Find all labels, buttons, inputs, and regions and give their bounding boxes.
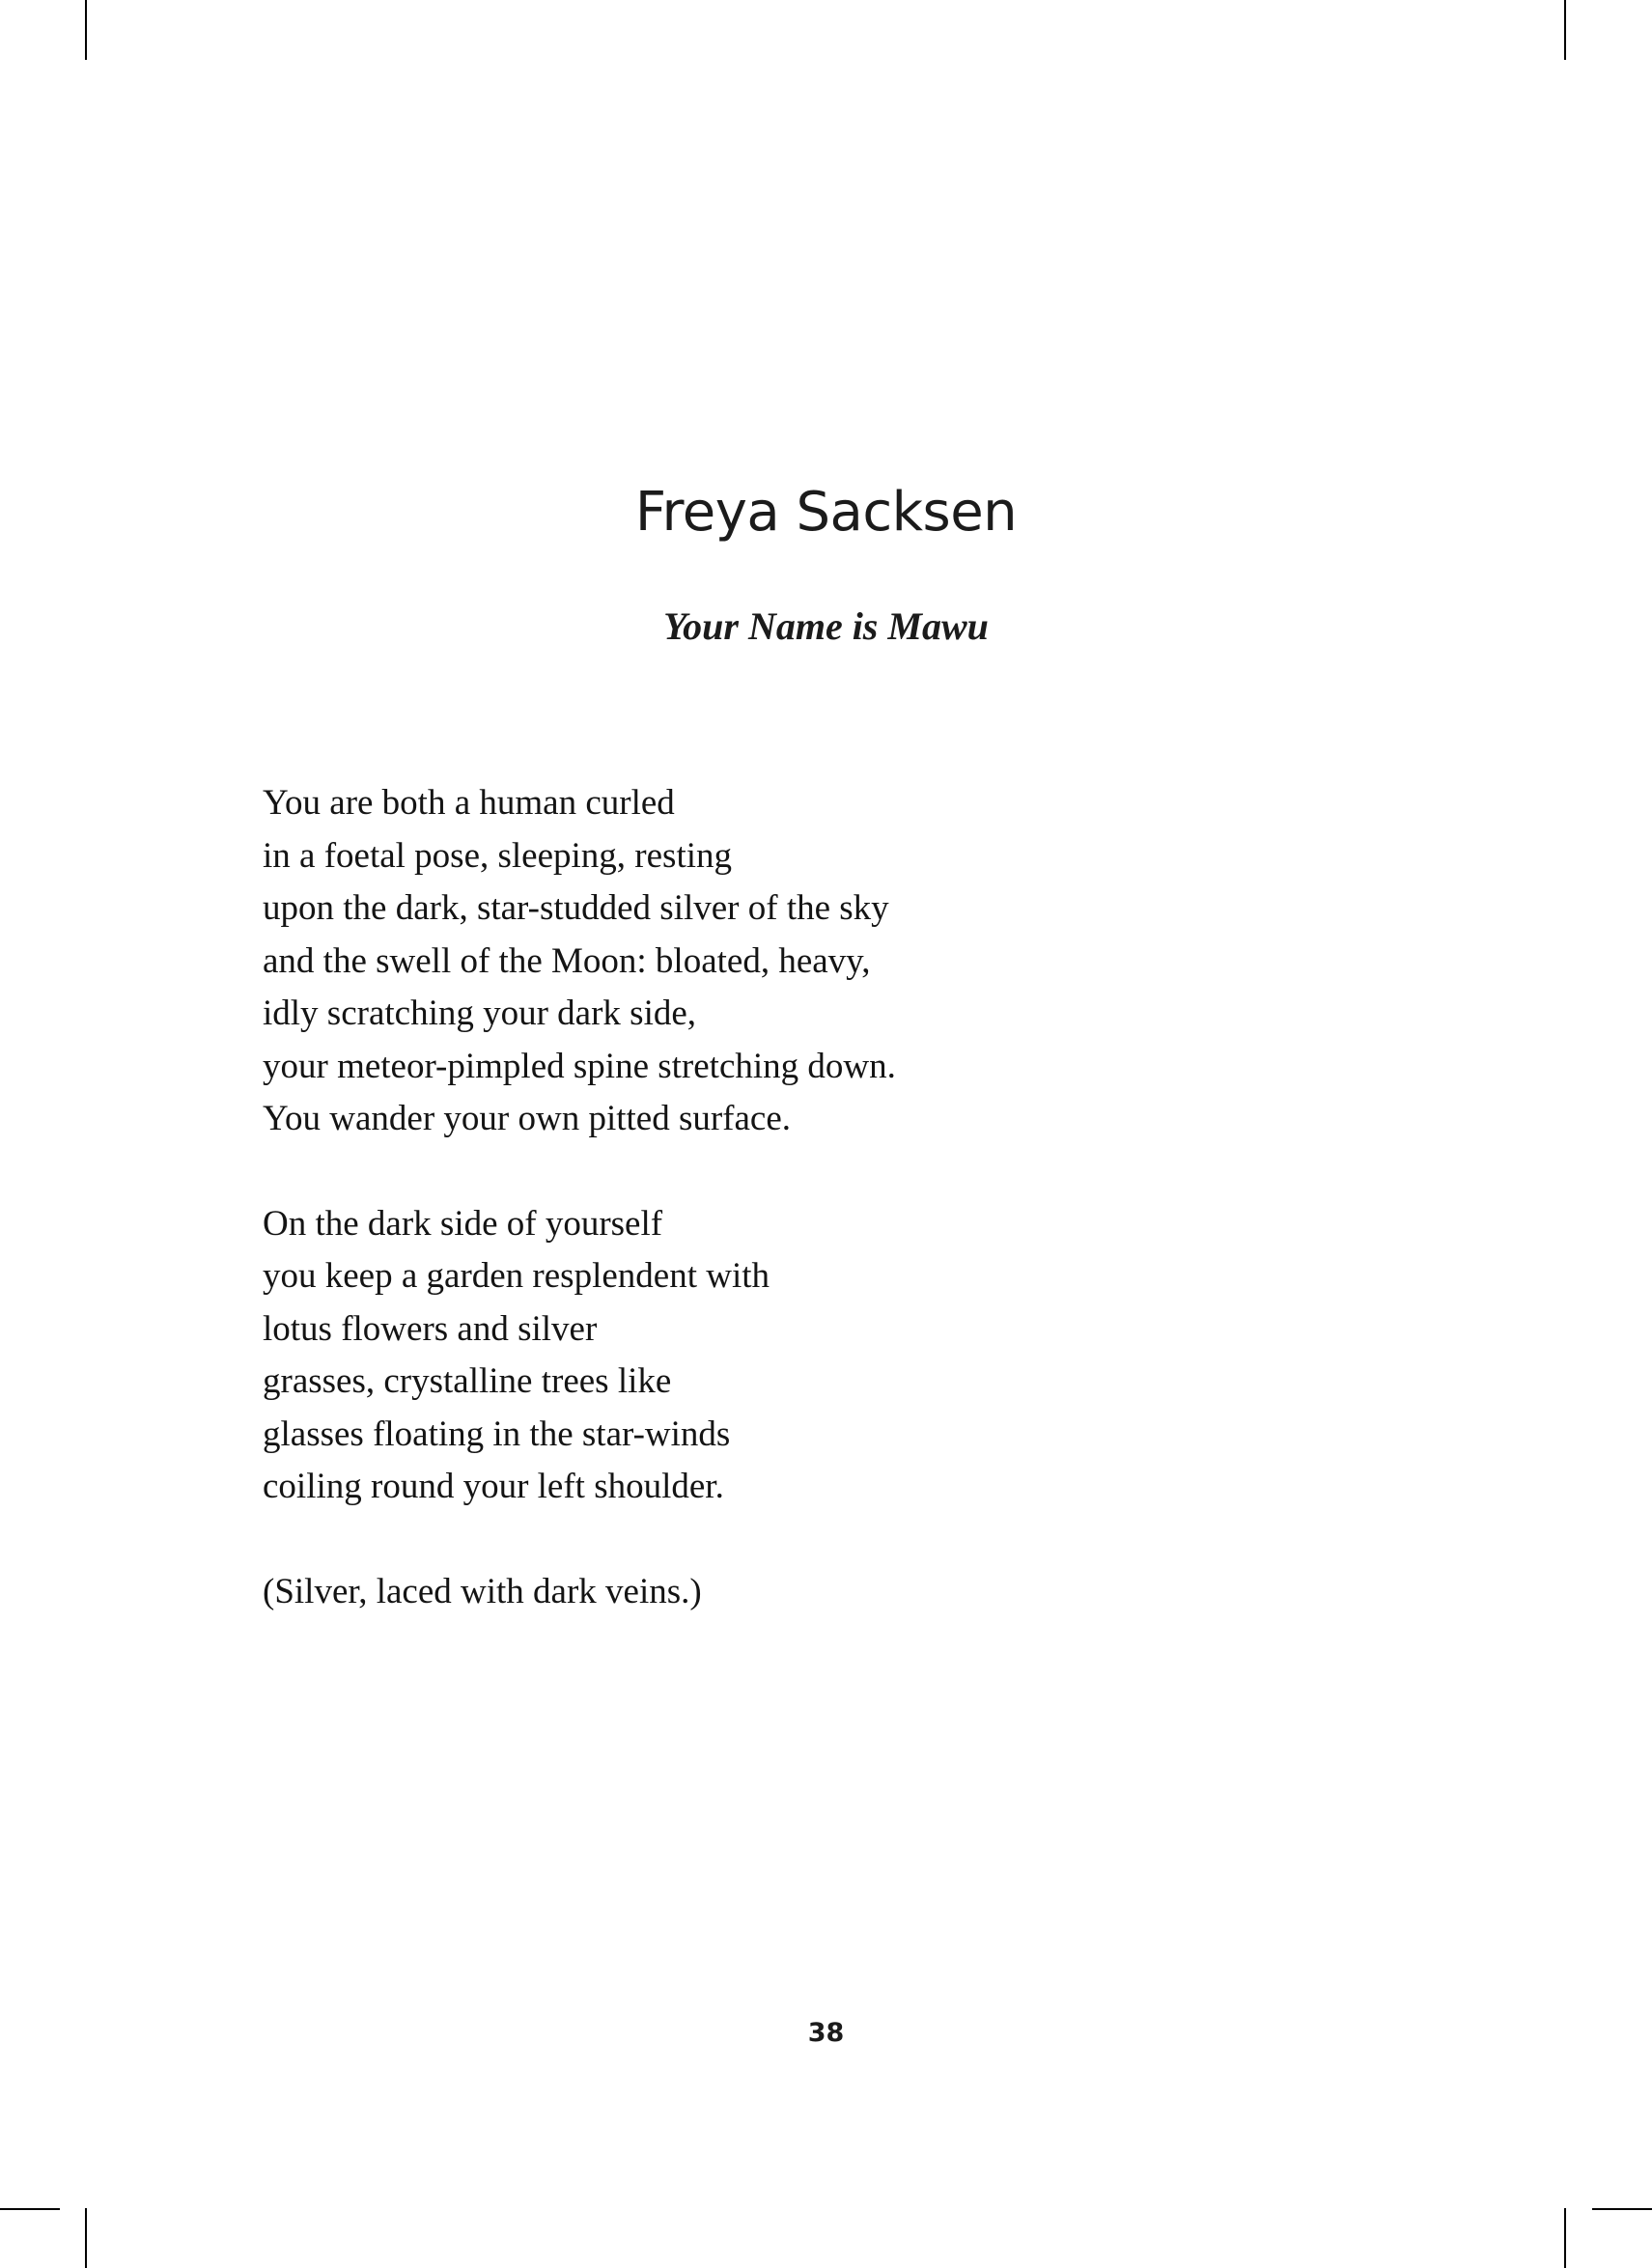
crop-mark-bottom-left-vertical xyxy=(85,2208,87,2268)
poem-line: (Silver, laced with dark veins.) xyxy=(263,1571,702,1611)
poem-line: You are both a human curled xyxy=(263,783,675,823)
author-name: Freya Sacksen xyxy=(634,481,1018,544)
stanza xyxy=(263,777,1421,1146)
poem-line: glasses floating in the star-winds xyxy=(263,1414,731,1454)
crop-mark-top-right xyxy=(1564,0,1566,60)
poem-title: Your Name is Mawu xyxy=(663,604,989,648)
stanza xyxy=(263,1566,1421,1619)
poem-line: idly scratching your dark side, xyxy=(263,994,697,1033)
poem-line: grasses, crystalline trees like xyxy=(263,1361,672,1401)
crop-mark-bottom-right-vertical xyxy=(1564,2208,1566,2268)
poem-body xyxy=(263,777,1421,1618)
page-number: 38 xyxy=(807,2018,845,2048)
crop-mark-top-left xyxy=(85,0,87,60)
poem-line: your meteor-pimpled spine stretching down. xyxy=(263,1046,896,1086)
poem-line: and the swell of the Moon: bloated, heavy, xyxy=(263,940,871,981)
stanza xyxy=(263,1198,1421,1514)
crop-mark-bottom-left-horizontal xyxy=(0,2208,60,2210)
poem-line: upon the dark, star-studded silver of the sky xyxy=(263,888,889,928)
poem-line: lotus flowers and silver xyxy=(263,1308,598,1349)
poem-line: coiling round your left shoulder. xyxy=(263,1467,724,1506)
crop-mark-bottom-right-horizontal xyxy=(1592,2208,1652,2210)
poem-line: in a foetal pose, sleeping, resting xyxy=(263,835,733,876)
poem-line: You wander your own pitted surface. xyxy=(263,1099,792,1138)
poem-line: you keep a garden resplendent with xyxy=(263,1256,770,1296)
poem-line: On the dark side of yourself xyxy=(263,1203,663,1244)
